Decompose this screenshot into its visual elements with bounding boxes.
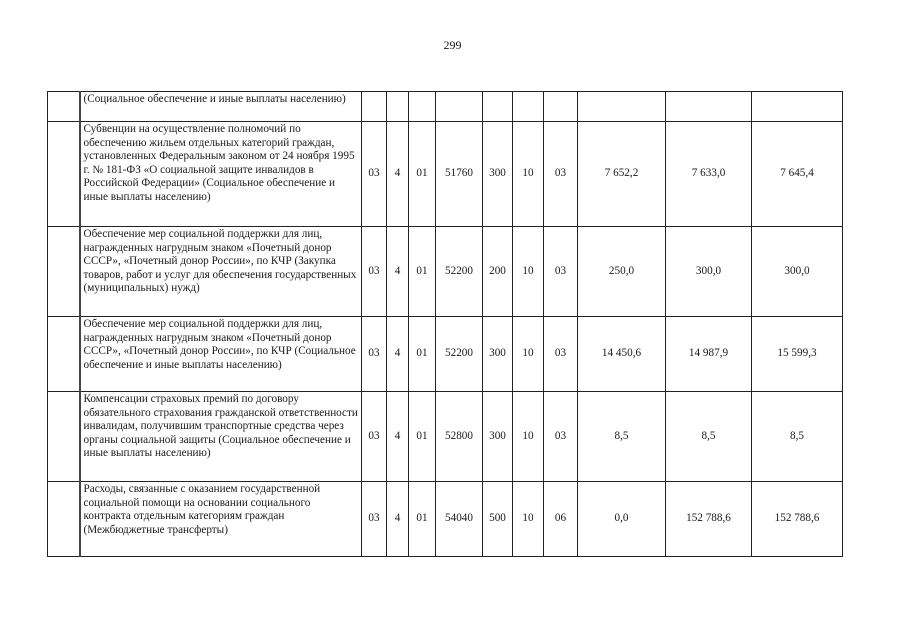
amount-cell: 8,5 xyxy=(578,392,666,482)
code-cell: 03 xyxy=(362,317,387,392)
table-row xyxy=(48,482,843,557)
code-cell: 4 xyxy=(387,317,409,392)
code-cell: 10 xyxy=(513,482,544,557)
amount-cell: 7 633,0 xyxy=(666,122,752,227)
amount-cell xyxy=(578,92,666,122)
amount-cell: 14 450,6 xyxy=(578,317,666,392)
row-description: Обеспечение мер социальной поддержки для лиц, награжденных нагрудным знаком «Почетный донор СССР», «Почетный донор России», по КЧР (Закупка товаров, работ и услуг для обеспечения государственных (муниципальных) нужд) xyxy=(80,227,362,317)
code-cell xyxy=(387,92,409,122)
code-cell: 500 xyxy=(483,482,513,557)
row-number-cell xyxy=(48,482,80,557)
code-cell: 4 xyxy=(387,482,409,557)
code-cell xyxy=(483,92,513,122)
code-cell: 03 xyxy=(544,227,578,317)
code-cell: 03 xyxy=(362,122,387,227)
code-cell: 4 xyxy=(387,227,409,317)
code-cell: 03 xyxy=(362,482,387,557)
code-cell xyxy=(362,92,387,122)
amount-cell: 7 645,4 xyxy=(752,122,843,227)
row-number-cell xyxy=(48,227,80,317)
code-cell: 300 xyxy=(483,317,513,392)
amount-cell xyxy=(666,92,752,122)
code-cell xyxy=(409,92,436,122)
code-cell: 54040 xyxy=(436,482,483,557)
amount-cell xyxy=(752,92,843,122)
table-row xyxy=(48,392,843,482)
code-cell: 52200 xyxy=(436,317,483,392)
code-cell: 03 xyxy=(544,122,578,227)
amount-cell: 300,0 xyxy=(752,227,843,317)
row-number-cell xyxy=(48,317,80,392)
code-cell: 10 xyxy=(513,317,544,392)
code-cell: 06 xyxy=(544,482,578,557)
table-row xyxy=(48,122,843,227)
code-cell: 01 xyxy=(409,122,436,227)
row-description: Обеспечение мер социальной поддержки для лиц, награжденных нагрудным знаком «Почетный донор СССР», «Почетный донор России», по КЧР (Социальное обеспечение и иные выплаты населению) xyxy=(80,317,362,392)
row-description: (Социальное обеспечение и иные выплаты населению) xyxy=(80,92,362,122)
amount-cell: 0,0 xyxy=(578,482,666,557)
amount-cell: 152 788,6 xyxy=(752,482,843,557)
code-cell: 01 xyxy=(409,482,436,557)
code-cell: 03 xyxy=(544,317,578,392)
row-description: Компенсации страховых премий по договору обязательного страхования гражданской ответственности инвалидам, получившим транспортные средства через органы социальной защиты (Социальное обеспечение и иные выплаты населению) xyxy=(80,392,362,482)
table-row xyxy=(48,92,843,122)
row-description: Расходы, связанные с оказанием государственной социальной помощи на основании социального контракта отдельным категориям граждан (Межбюджетные трансферты) xyxy=(80,482,362,557)
code-cell: 03 xyxy=(544,392,578,482)
amount-cell: 8,5 xyxy=(752,392,843,482)
page-number: 299 xyxy=(443,38,462,52)
code-cell: 4 xyxy=(387,392,409,482)
code-cell: 10 xyxy=(513,392,544,482)
code-cell: 10 xyxy=(513,122,544,227)
amount-cell: 14 987,9 xyxy=(666,317,752,392)
amount-cell: 300,0 xyxy=(666,227,752,317)
code-cell: 01 xyxy=(409,227,436,317)
amount-cell: 7 652,2 xyxy=(578,122,666,227)
code-cell xyxy=(544,92,578,122)
code-cell: 300 xyxy=(483,122,513,227)
code-cell: 300 xyxy=(483,392,513,482)
amount-cell: 8,5 xyxy=(666,392,752,482)
row-number-cell xyxy=(48,392,80,482)
row-number-cell xyxy=(48,92,80,122)
code-cell xyxy=(513,92,544,122)
code-cell: 4 xyxy=(387,122,409,227)
budget-table xyxy=(47,91,843,557)
code-cell: 52800 xyxy=(436,392,483,482)
row-number-cell xyxy=(48,122,80,227)
table-row xyxy=(48,227,843,317)
code-cell xyxy=(436,92,483,122)
row-description: Субвенции на осуществление полномочий по обеспечению жильем отдельных категорий граждан, установленных Федеральным законом от 24 ноября 1995 г. № 181-ФЗ «О социальной защите инвалидов в Российской Федерации» (Социальное обеспечение и иные выплаты населению) xyxy=(80,122,362,227)
code-cell: 03 xyxy=(362,392,387,482)
code-cell: 10 xyxy=(513,227,544,317)
code-cell: 52200 xyxy=(436,227,483,317)
code-cell: 01 xyxy=(409,392,436,482)
code-cell: 03 xyxy=(362,227,387,317)
code-cell: 01 xyxy=(409,317,436,392)
code-cell: 51760 xyxy=(436,122,483,227)
code-cell: 200 xyxy=(483,227,513,317)
amount-cell: 15 599,3 xyxy=(752,317,843,392)
amount-cell: 152 788,6 xyxy=(666,482,752,557)
amount-cell: 250,0 xyxy=(578,227,666,317)
table-row xyxy=(48,317,843,392)
